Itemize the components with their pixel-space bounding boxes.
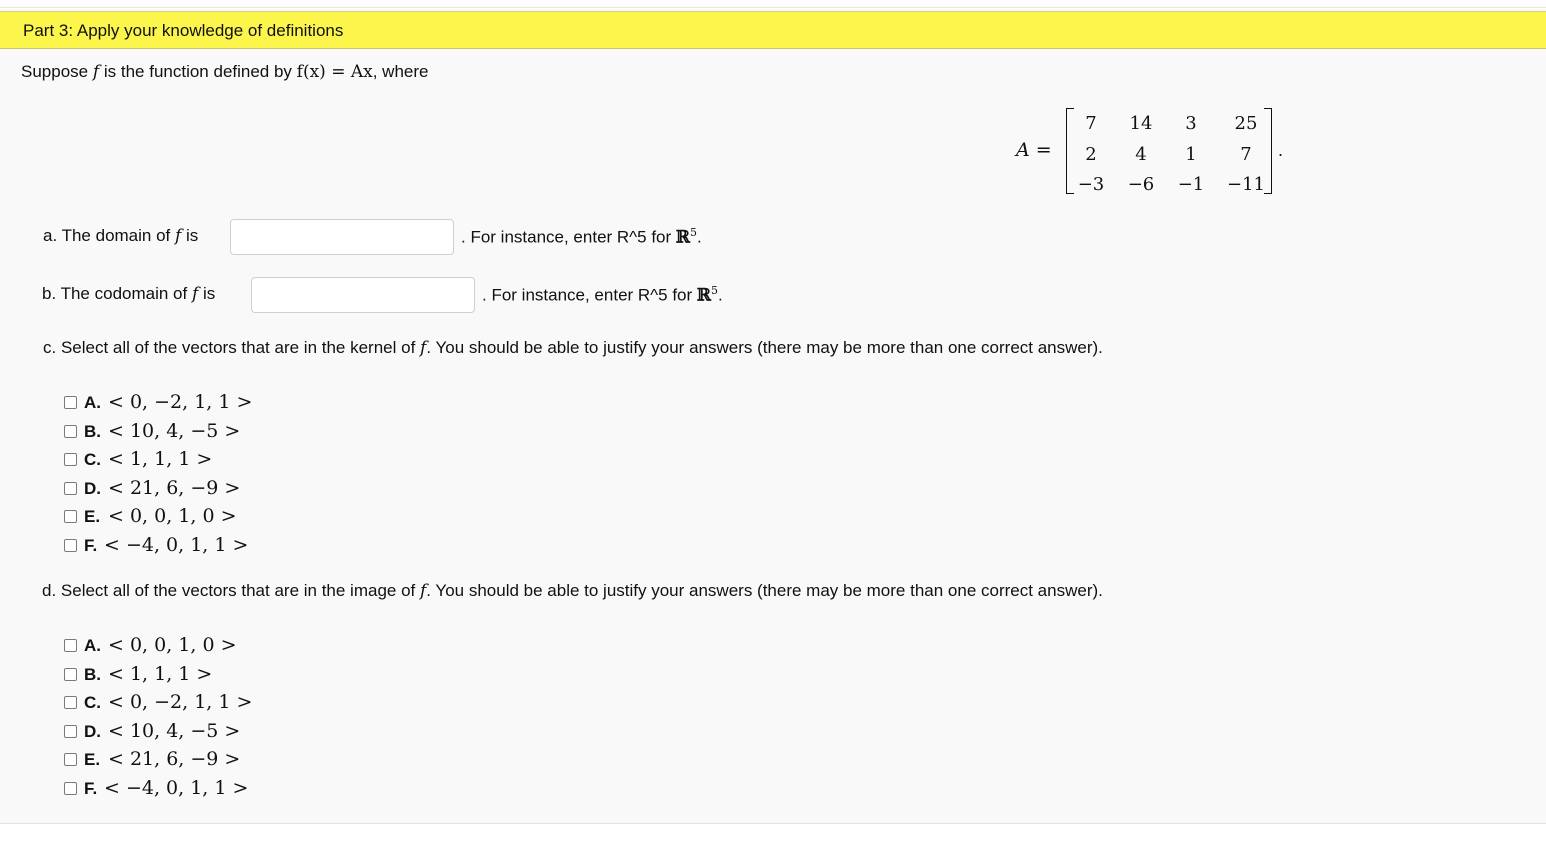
matrix-cell: 7 bbox=[1240, 144, 1252, 165]
question-d-prompt bbox=[42, 581, 1103, 601]
option-letter: A. bbox=[84, 393, 101, 412]
hint-end: . bbox=[697, 227, 702, 247]
problem-intro bbox=[21, 62, 428, 82]
option-vector: < 21, 6, −9 > bbox=[108, 748, 241, 770]
option-checkbox[interactable] bbox=[64, 639, 77, 652]
option-letter: E. bbox=[84, 750, 101, 769]
question-d-prefix: d. Select all of the vectors that are in the image of bbox=[42, 581, 420, 600]
question-a-is: is bbox=[181, 226, 199, 245]
option-vector: < −4, 0, 1, 1 > bbox=[104, 777, 249, 799]
matrix-cell: 7 bbox=[1085, 113, 1097, 134]
question-b-prefix: b. The codomain of bbox=[42, 284, 192, 303]
function-symbol: f bbox=[191, 284, 199, 304]
part-title: Part 3: Apply your knowledge of definitions bbox=[23, 21, 344, 40]
matrix-label: A = bbox=[1016, 139, 1052, 161]
function-symbol: f bbox=[419, 581, 427, 601]
matrix-cell: 14 bbox=[1129, 113, 1153, 134]
function-symbol: f bbox=[175, 226, 182, 246]
question-c-prompt bbox=[43, 338, 1103, 358]
option-checkbox[interactable] bbox=[64, 782, 77, 795]
option-vector: < 10, 4, −5 > bbox=[108, 720, 241, 742]
option-checkbox[interactable] bbox=[64, 510, 77, 523]
option-letter: D. bbox=[84, 722, 101, 741]
option-vector: < −4, 0, 1, 1 > bbox=[104, 534, 249, 556]
question-b-is: is bbox=[198, 284, 216, 303]
matrix-cell: 2 bbox=[1085, 144, 1097, 165]
reals-symbol: ℝ bbox=[675, 227, 691, 248]
option-checkbox[interactable] bbox=[64, 539, 77, 552]
reals-exponent: 5 bbox=[690, 226, 698, 239]
part-banner bbox=[0, 11, 1546, 49]
option-letter: F. bbox=[84, 536, 98, 555]
option-letter: C. bbox=[84, 450, 101, 469]
matrix-cell: 25 bbox=[1234, 113, 1258, 134]
matrix-cell: −6 bbox=[1127, 174, 1155, 195]
question-a-prefix: a. The domain of bbox=[43, 226, 175, 245]
matrix-cell: 4 bbox=[1135, 144, 1147, 165]
function-formula: f(x) = Ax bbox=[296, 62, 373, 82]
question-b-label bbox=[42, 284, 215, 304]
option-checkbox[interactable] bbox=[64, 668, 77, 681]
intro-prefix: Suppose bbox=[21, 62, 93, 81]
option-checkbox[interactable] bbox=[64, 396, 77, 409]
intro-mid: is the function defined by bbox=[99, 62, 297, 81]
matrix-cell: 1 bbox=[1185, 144, 1197, 165]
reals-symbol: ℝ bbox=[696, 285, 712, 306]
option-vector: < 1, 1, 1 > bbox=[108, 448, 213, 470]
option-vector: < 10, 4, −5 > bbox=[108, 420, 241, 442]
option-vector: < 0, 0, 1, 0 > bbox=[108, 634, 237, 656]
option-letter: E. bbox=[84, 507, 101, 526]
option-letter: B. bbox=[84, 665, 101, 684]
hint-end: . bbox=[718, 285, 723, 305]
question-c-suffix: . You should be able to justify your answers (there may be more than one correct answer). bbox=[426, 338, 1103, 357]
question-a-label bbox=[43, 226, 198, 246]
domain-input[interactable] bbox=[230, 219, 454, 255]
option-checkbox[interactable] bbox=[64, 725, 77, 738]
top-strip bbox=[0, 0, 1546, 8]
option-vector: < 0, −2, 1, 1 > bbox=[108, 391, 253, 413]
option-vector: < 21, 6, −9 > bbox=[108, 477, 241, 499]
option-letter: F. bbox=[84, 779, 98, 798]
option-vector: < 0, −2, 1, 1 > bbox=[108, 691, 253, 713]
codomain-input[interactable] bbox=[251, 277, 475, 313]
matrix-cell: −3 bbox=[1077, 174, 1105, 195]
intro-suffix: , where bbox=[372, 62, 429, 81]
option-checkbox[interactable] bbox=[64, 753, 77, 766]
option-checkbox[interactable] bbox=[64, 425, 77, 438]
option-checkbox[interactable] bbox=[64, 482, 77, 495]
option-letter: D. bbox=[84, 479, 101, 498]
option-vector: < 1, 1, 1 > bbox=[108, 663, 213, 685]
function-symbol: f bbox=[420, 338, 427, 358]
matrix-cell: −1 bbox=[1177, 174, 1205, 195]
reals-exponent: 5 bbox=[711, 284, 719, 297]
question-d-suffix: . You should be able to justify your answers (there may be more than one correct answer). bbox=[426, 581, 1103, 600]
option-letter: B. bbox=[84, 422, 101, 441]
matrix-cell: −11 bbox=[1227, 174, 1265, 195]
hint-text: . For instance, enter R^5 for bbox=[461, 227, 676, 247]
matrix-cell: 3 bbox=[1185, 113, 1197, 134]
option-letter: A. bbox=[84, 636, 101, 655]
function-symbol: f bbox=[92, 62, 100, 82]
option-checkbox[interactable] bbox=[64, 453, 77, 466]
question-a-hint bbox=[461, 226, 702, 248]
matrix-end: . bbox=[1278, 140, 1284, 160]
option-letter: C. bbox=[84, 693, 101, 712]
option-vector: < 0, 0, 1, 0 > bbox=[108, 505, 237, 527]
option-checkbox[interactable] bbox=[64, 696, 77, 709]
question-b-hint bbox=[482, 284, 723, 306]
question-c-prefix: c. Select all of the vectors that are in the kernel of bbox=[43, 338, 421, 357]
hint-text: . For instance, enter R^5 for bbox=[482, 285, 697, 305]
